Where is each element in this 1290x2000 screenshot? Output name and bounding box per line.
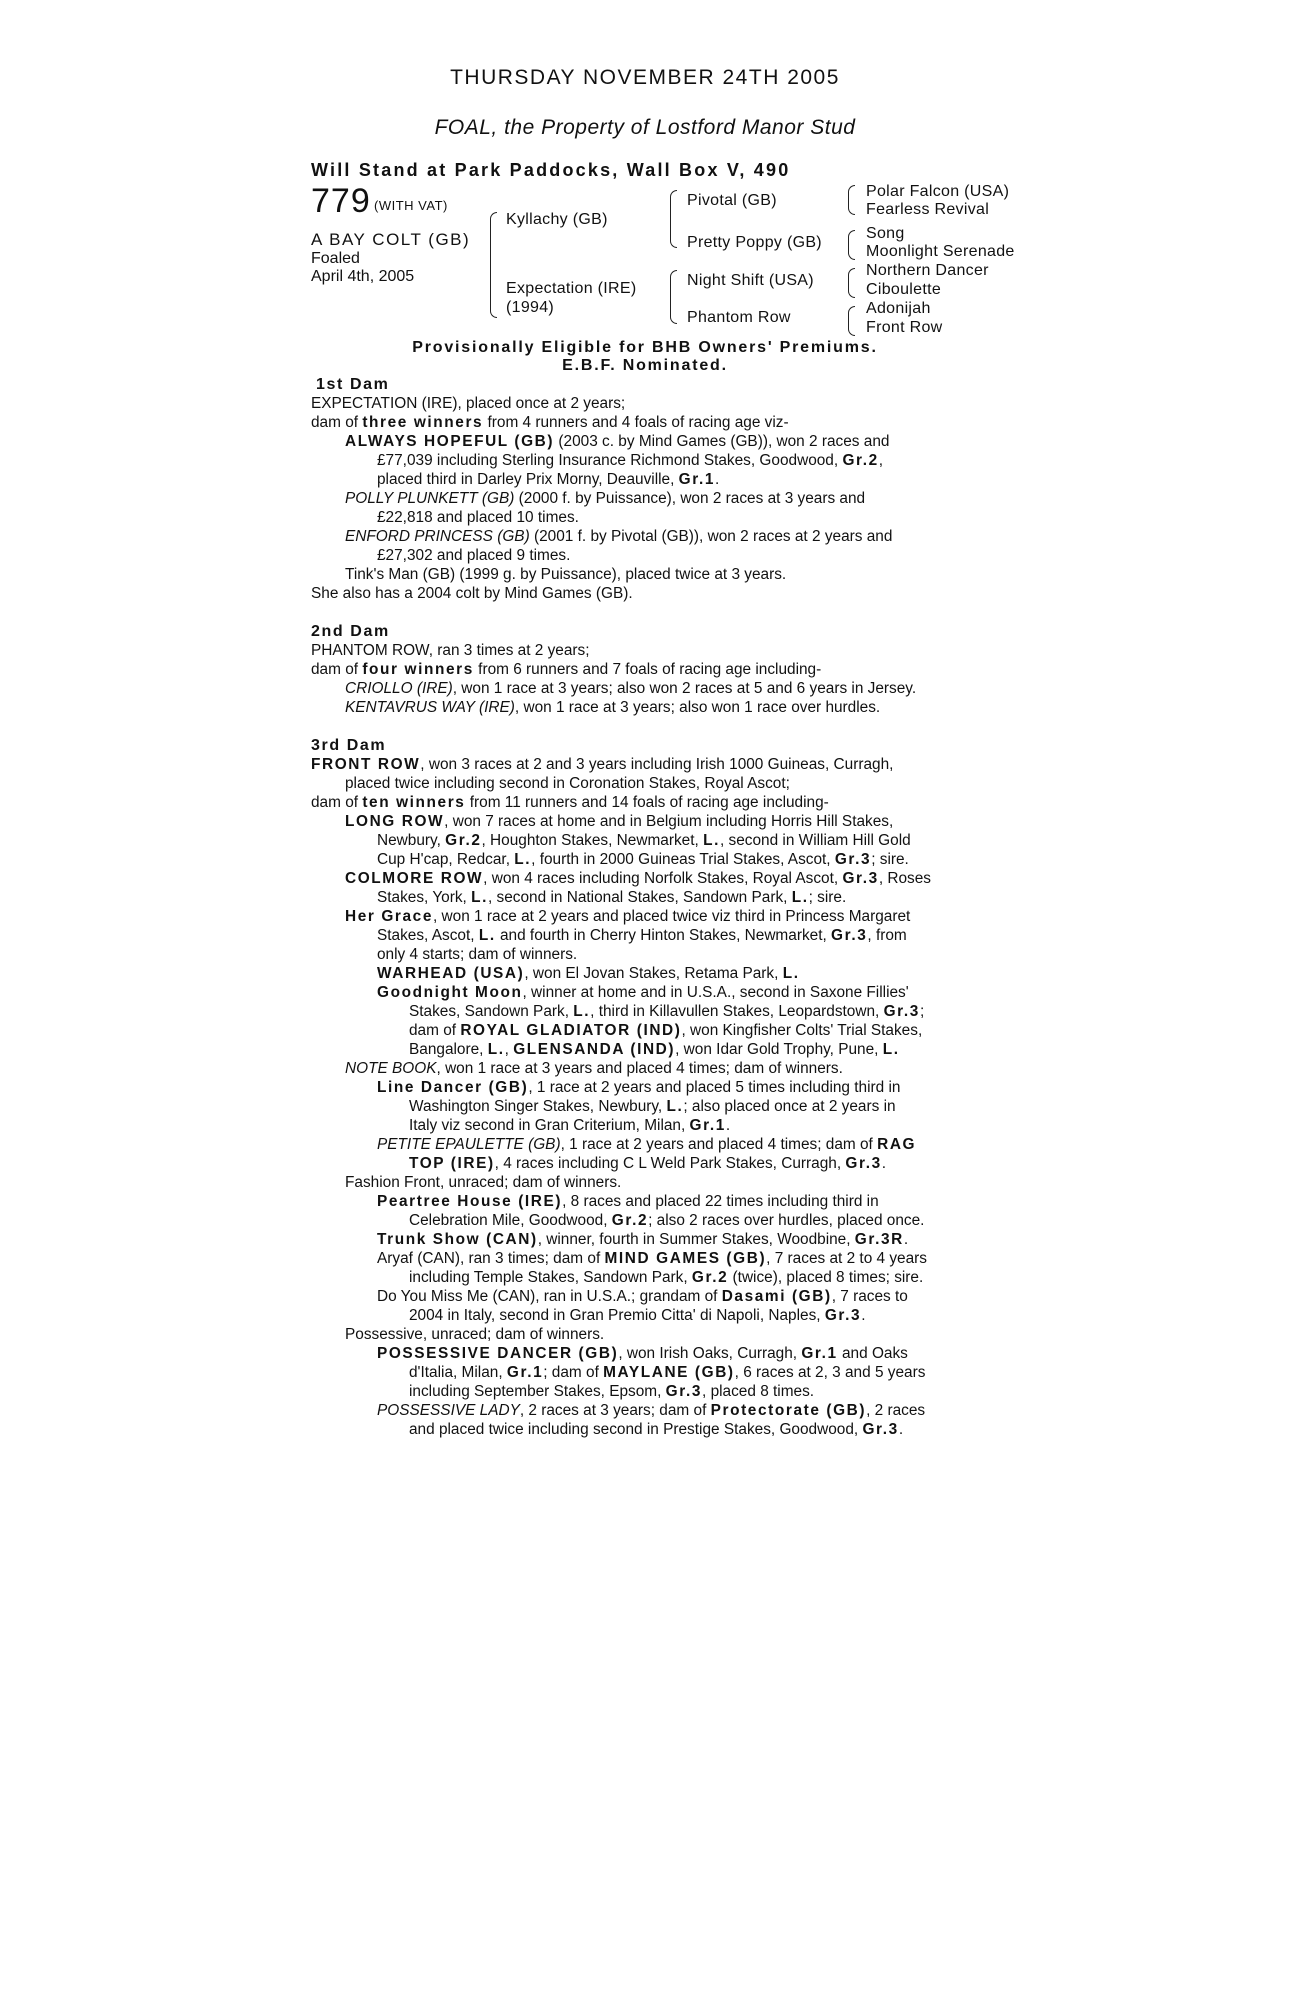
third-dam-runner: Her Grace, won 1 race at 2 years and placed twice viz third in Princess Margaret [345,908,911,925]
first-dam-runner: £22,818 and placed 10 times. [377,509,579,526]
third-dam-runner: Newbury, Gr.2, Houghton Stakes, Newmarket, L., second in William Hill Gold [377,832,911,849]
horse-description: A BAY COLT (GB) [311,230,471,249]
pedigree-dam-dam: Phantom Row [687,309,791,326]
first-dam-line: dam of three winners from 4 runners and 4 foals of racing age viz- [311,414,789,431]
third-dam-runner: Goodnight Moon, winner at home and in U.S.A., second in Saxone Fillies' [377,984,909,1001]
pedigree-brace-ggp4 [848,306,855,336]
pedigree-ggp: Front Row [866,319,943,336]
third-dam-runner: dam of ROYAL GLADIATOR (IND), won Kingfisher Colts' Trial Stakes, [409,1022,923,1039]
sale-date: THURSDAY NOVEMBER 24TH 2005 [450,66,840,89]
third-dam-runner: LONG ROW, won 7 races at home and in Belgium including Horris Hill Stakes, [345,813,894,830]
pedigree-brace-dam [670,270,677,324]
ebf-note: E.B.F. Nominated. [562,357,728,374]
pedigree-ggp: Moonlight Serenade [866,243,1015,260]
second-dam-line: dam of four winners from 6 runners and 7 foals of racing age including- [311,661,822,678]
pedigree-ggp: Fearless Revival [866,201,990,218]
third-dam-runner: Stakes, York, L., second in National Stakes, Sandown Park, L.; sire. [377,889,847,906]
first-dam-runner: placed third in Darley Prix Morny, Deauville, Gr.1. [377,471,720,488]
pedigree-dam-year: (1994) [506,299,555,316]
third-dam-runner: and placed twice including second in Prestige Stakes, Goodwood, Gr.3. [409,1421,904,1438]
third-dam-runner: Celebration Mile, Goodwood, Gr.2; also 2 races over hurdles, placed once. [409,1212,925,1229]
pedigree-brace-ggp2 [848,230,855,260]
third-dam-runner: Cup H'cap, Redcar, L., fourth in 2000 Guineas Trial Stakes, Ascot, Gr.3; sire. [377,851,909,868]
third-dam-runner: NOTE BOOK, won 1 race at 3 years and placed 4 times; dam of winners. [345,1060,843,1077]
third-dam-runner: Washington Singer Stakes, Newbury, L.; also placed once at 2 years in [409,1098,896,1115]
first-dam-runner: ENFORD PRINCESS (GB) (2001 f. by Pivotal (GB)), won 2 races at 2 years and [345,528,893,545]
pedigree-ggp: Ciboulette [866,281,942,298]
third-dam-heading: 3rd Dam [311,737,387,754]
pedigree-ggp: Adonijah [866,300,931,317]
lot-number: 779 [311,182,371,220]
first-dam-runner: POLLY PLUNKETT (GB) (2000 f. by Puissance), won 2 races at 3 years and [345,490,866,507]
third-dam-runner: Fashion Front, unraced; dam of winners. [345,1174,622,1191]
first-dam-runner: £27,302 and placed 9 times. [377,547,571,564]
third-dam-line: FRONT ROW, won 3 races at 2 and 3 years including Irish 1000 Guineas, Curragh, [311,756,894,773]
third-dam-runner: PETITE EPAULETTE (GB), 1 race at 2 years and placed 4 times; dam of RAG [377,1136,917,1153]
pedigree-brace-ggp3 [848,268,855,298]
third-dam-runner: POSSESSIVE LADY, 2 races at 3 years; dam of Protectorate (GB), 2 races [377,1402,926,1419]
pedigree-ggp: Northern Dancer [866,262,989,279]
third-dam-runner: WARHEAD (USA), won El Jovan Stakes, Retama Park, L. [377,965,800,982]
third-dam-line: dam of ten winners from 11 runners and 14 foals of racing age including- [311,794,829,811]
pedigree-ggp: Song [866,225,905,242]
second-dam-heading: 2nd Dam [311,623,390,640]
pedigree-brace-ggp1 [848,185,855,215]
pedigree-sire-sire: Pivotal (GB) [687,192,777,209]
third-dam-runner: Aryaf (CAN), ran 3 times; dam of MIND GAMES (GB), 7 races at 2 to 4 years [377,1250,927,1267]
pedigree-ggp: Polar Falcon (USA) [866,183,1010,200]
pedigree-dam-sire: Night Shift (USA) [687,272,814,289]
pedigree-brace-parents [490,212,497,318]
third-dam-runner: COLMORE ROW, won 4 races including Norfolk Stakes, Royal Ascot, Gr.3, Roses [345,870,931,887]
stand-location: Will Stand at Park Paddocks, Wall Box V, 490 [311,160,791,180]
first-dam-runner: ALWAYS HOPEFUL (GB) (2003 c. by Mind Games (GB)), won 2 races and [345,433,890,450]
property-line: FOAL, the Property of Lostford Manor Stud [434,116,856,139]
third-dam-runner: 2004 in Italy, second in Gran Premio Citta' di Napoli, Naples, Gr.3. [409,1307,866,1324]
second-dam-line: PHANTOM ROW, ran 3 times at 2 years; [311,642,590,659]
first-dam-line: EXPECTATION (IRE), placed once at 2 years; [311,395,626,412]
foaled-date: April 4th, 2005 [311,268,415,285]
first-dam-line: She also has a 2004 colt by Mind Games (GB). [311,585,633,602]
third-dam-runner: Stakes, Ascot, L. and fourth in Cherry Hinton Stakes, Newmarket, Gr.3, from [377,927,907,944]
first-dam-runner: Tink's Man (GB) (1999 g. by Puissance), placed twice at 3 years. [345,566,787,583]
vat-note: (WITH VAT) [374,198,448,213]
pedigree-brace-sire [670,190,677,248]
third-dam-runner: Trunk Show (CAN), winner, fourth in Summer Stakes, Woodbine, Gr.3R. [377,1231,909,1248]
second-dam-runner: CRIOLLO (IRE), won 1 race at 3 years; also won 2 races at 5 and 6 years in Jersey. [345,680,917,697]
third-dam-runner: TOP (IRE), 4 races including C L Weld Park Stakes, Curragh, Gr.3. [409,1155,887,1172]
foaled-label: Foaled [311,250,360,267]
third-dam-runner: Peartree House (IRE), 8 races and placed 22 times including third in [377,1193,879,1210]
premiums-note: Provisionally Eligible for BHB Owners' Premiums. [412,339,878,356]
third-dam-runner: Italy viz second in Gran Criterium, Milan, Gr.1. [409,1117,731,1134]
third-dam-runner: Bangalore, L., GLENSANDA (IND), won Idar Gold Trophy, Pune, L. [409,1041,900,1058]
pedigree-sire-dam: Pretty Poppy (GB) [687,234,822,251]
third-dam-runner: POSSESSIVE DANCER (GB), won Irish Oaks, Curragh, Gr.1 and Oaks [377,1345,908,1362]
third-dam-runner: including September Stakes, Epsom, Gr.3, placed 8 times. [409,1383,815,1400]
third-dam-runner: only 4 starts; dam of winners. [377,946,578,963]
first-dam-runner: £77,039 including Sterling Insurance Richmond Stakes, Goodwood, Gr.2, [377,452,884,469]
third-dam-runner: including Temple Stakes, Sandown Park, Gr.2 (twice), placed 8 times; sire. [409,1269,924,1286]
third-dam-runner: Possessive, unraced; dam of winners. [345,1326,605,1343]
third-dam-runner: Line Dancer (GB), 1 race at 2 years and placed 5 times including third in [377,1079,901,1096]
third-dam-runner: Stakes, Sandown Park, L., third in Killavullen Stakes, Leopardstown, Gr.3; [409,1003,925,1020]
third-dam-line: placed twice including second in Coronation Stakes, Royal Ascot; [345,775,790,792]
third-dam-runner: d'Italia, Milan, Gr.1; dam of MAYLANE (GB), 6 races at 2, 3 and 5 years [409,1364,926,1381]
third-dam-runner: Do You Miss Me (CAN), ran in U.S.A.; grandam of Dasami (GB), 7 races to [377,1288,908,1305]
first-dam-heading: 1st Dam [316,376,390,393]
second-dam-runner: KENTAVRUS WAY (IRE), won 1 race at 3 years; also won 1 race over hurdles. [345,699,881,716]
pedigree-sire: Kyllachy (GB) [506,211,608,228]
pedigree-dam: Expectation (IRE) [506,280,637,297]
